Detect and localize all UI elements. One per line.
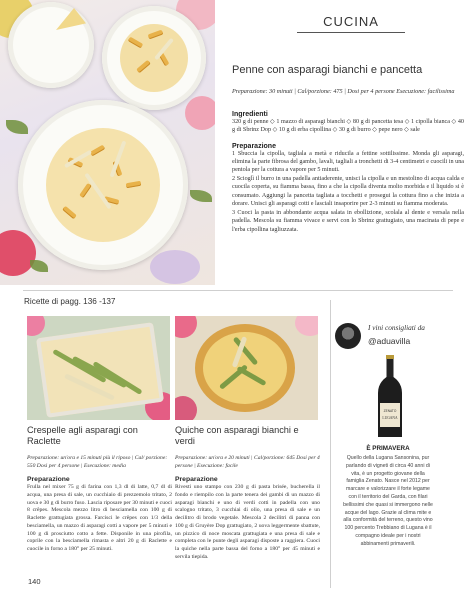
pasta-plate-main bbox=[18, 100, 188, 270]
recipe-meta: Preparazione: 30 minuti | Cal/porzione: 475 | Dosi per 4 persone Esecuzione: facilissima bbox=[232, 88, 455, 96]
preparation-heading: Preparazione bbox=[232, 142, 276, 150]
flower-decoration bbox=[0, 230, 36, 276]
page-number: 140 bbox=[28, 577, 41, 586]
section-heading bbox=[297, 14, 405, 33]
recipe-meta: Preparazione: un'ora e 15 minuti più il riposo | Cal/ porzione: 550 Dosi per 4 persone | Esecuzione: media bbox=[27, 455, 168, 469]
flower-decoration bbox=[150, 250, 200, 284]
bottle-neck bbox=[387, 359, 394, 377]
recipe-body: Frulla nel mixer 75 g di farina con 1,3 dl di latte, 0,7 dl di acqua, una presa di sale, un cucchiaio di prezzemolo tritato, 2 uova e 30 g di burro fuso. Lascia riposare per 30 minuti e cuoci 8 crêpes. Mescola mezzo litro di besciamella con 100 g di Raclette grattugiata grossa. Farcisci le crêpes con 1/3 della besciamella, un mazzo di asparagi cotti a vapore per 5 minuti e 100 g di prosciutto cotto a fette. Disponile in una pirofila, coprile con la besciamella rimasta e altri 20 g di Raclette e cuocile in forno a 180° per 25 minuti. bbox=[27, 484, 172, 553]
wine-bottle-image bbox=[368, 355, 412, 438]
ingredients-heading: Ingredienti bbox=[232, 110, 268, 118]
section-rule bbox=[297, 32, 405, 33]
flower-decoration bbox=[185, 96, 215, 130]
section-tag: CUCINA bbox=[323, 14, 379, 29]
preparation-heading: Preparazione bbox=[175, 476, 218, 484]
label-brand: ZENATO bbox=[383, 409, 397, 413]
quiche-photo bbox=[175, 316, 318, 420]
bottle-cap bbox=[386, 355, 394, 359]
main-recipe bbox=[232, 64, 464, 234]
prep-step: 3 Cuoci la pasta in abbondante acqua salata in ebollizione, scolala al dente e versala nella padella. Mescola su fiamma vivace e servi con lo Sbrinz grattugiato, una macinata di pepe e l'erba cipollina tagliuzzata. bbox=[232, 209, 464, 233]
wine-heading: È PRIMAVERA bbox=[366, 445, 410, 452]
sommelier-avatar bbox=[335, 323, 361, 349]
recipe-body: Rivesti uno stampo con 230 g di pasta brisée, bucherella il fondo e riempilo con la parte tenera dei gambi di un mazzo di asparagi bianchi e uno di verdi cotti in padella con uno scalogno tritato, 3 cucchiai di olio, una presa di sale e un decilitro di brodo vegetale. Mescola 2 decilitri di panna con 100 g di Gruyère Dop grattugiato, 2 uova leggermente sbattute, un pizzico di noce moscata grattugiata e una presa di sale e completa con le punte degli asparagi disposte a raggiera. Cuoci la quiche nella parte bassa del forno a 180° per 45 minuti e servila tiepida. bbox=[175, 484, 320, 560]
wine-description: Quello della Lugana Sansonina, pur parlando di vigneti di circa 40 anni di vita, è un progetto giovane della famiglia Zenato. Nasce nel 2012 per marcare e valorizzare il forte legame con il territorio del Garda, con filari bellissimi che quasi si immergono nelle acque del lago. Grazie al clima mite e alla conformità del terreno, questo vino 100 percento Trebbiano di Lugana è il compagno ideale per i nostri abbinamenti primaverili. bbox=[343, 455, 433, 547]
prep-step: 1 Sbuccia la cipolla, tagliala a metà e riducila a fettine sottilissime. Monda gli asparagi, elimina la parte fibrosa del gambo, lavali, tagliali a tronchetti di 3-4 centimetri e cuocili in una pentola per la cottura a vapore per 5 minuti. bbox=[232, 150, 464, 174]
pasta-plate-small bbox=[102, 6, 206, 110]
hero-photo bbox=[0, 0, 215, 285]
recipe-title: Quiche con asparagi bianchi e verdi bbox=[175, 425, 299, 447]
label-name: LUGANA bbox=[382, 416, 398, 420]
prep-step: 2 Scioglì il burro in una padella antiaderente, unisci la cipolla e un mestolino di acqua calda e cuocila coperta, su fiamma bassa, fino a che la cipolla diventa molto morbida e il liquido si è consumato. Aggiungi la pancetta tagliata a tocchetti e prosegui la cottura fino a che inizia a dorare. Unisci gli asparagi cotti e lasciali insaporire per 2-3 minuti su fiamma moderata. bbox=[232, 175, 464, 208]
ricette-caption: Ricette di pagg. 136 -137 bbox=[24, 297, 116, 306]
bottle-label bbox=[380, 403, 400, 427]
ingredients-text: 320 g di penne ◇ 1 mazzo di asparagi bianchi ◇ 80 g di pancetta tesa ◇ 1 cipolla bianca ◇ 40 g di Sbrinz Dop ◇ 10 g di erba cipollina ◇ 30 g di burro ◇ pepe nero ◇ sale bbox=[232, 118, 464, 134]
recipe-quiche bbox=[175, 425, 320, 562]
recipe-title: Crespelle agli asparagi con Raclette bbox=[27, 425, 138, 447]
column-divider bbox=[330, 300, 331, 588]
cheese-plate bbox=[8, 2, 94, 88]
instagram-handle: @aduavilla bbox=[368, 336, 411, 346]
recipe-title: Penne con asparagi bianchi e pancetta bbox=[232, 64, 423, 76]
section-divider bbox=[23, 290, 453, 291]
wine-intro: I vini consigliati da bbox=[368, 323, 425, 332]
crespelle-photo bbox=[27, 316, 170, 420]
recipe-crespelle bbox=[27, 425, 172, 554]
recipe-meta: Preparazione: un'ora e 20 minuti | Cal/porzione: 645 Dosi per 4 persone | Esecuzione: facile bbox=[175, 455, 320, 469]
preparation-heading: Preparazione bbox=[27, 476, 70, 484]
